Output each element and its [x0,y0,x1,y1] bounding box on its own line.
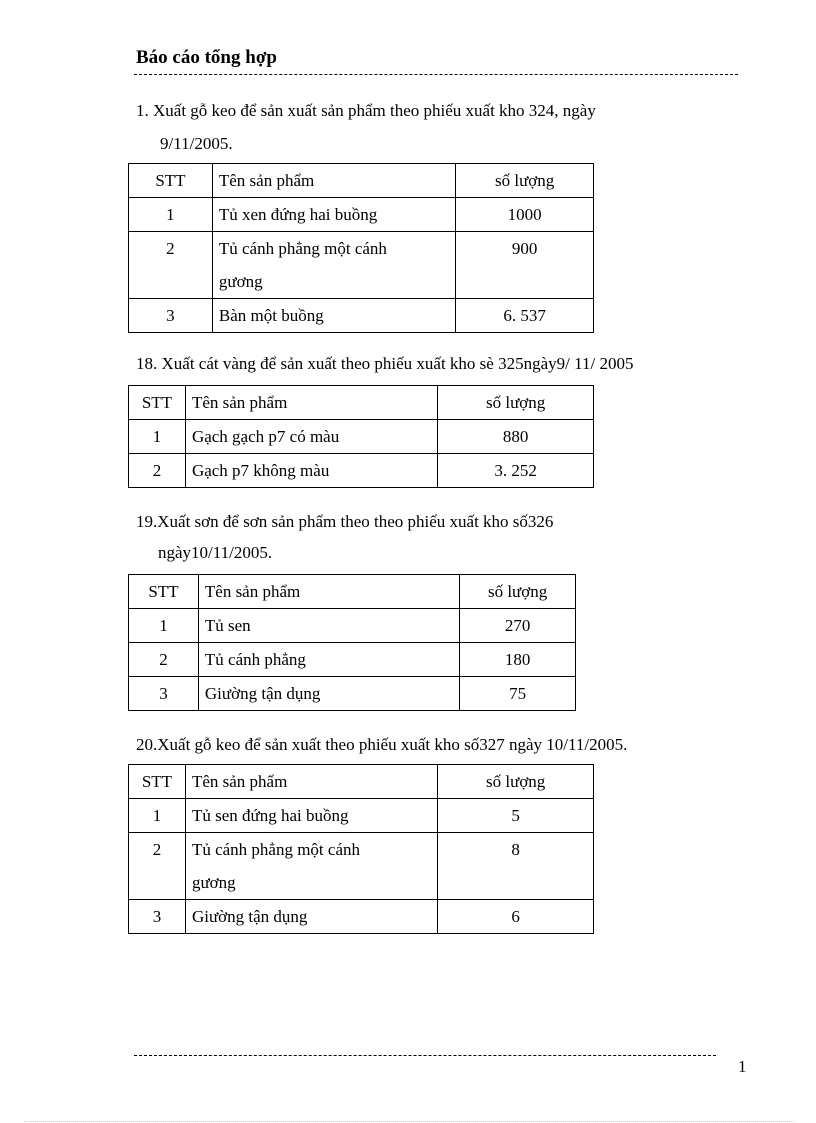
section-number: 20. [136,735,158,754]
row-product-name [212,232,455,299]
row-product-name-line1: Tủ cánh phẳng một cánh [218,239,387,258]
table-row [129,420,594,454]
row-product-name: Gạch p7 không màu [185,454,437,488]
section-title-text: Xuất sơn để sơn sản phẩm theo theo phiếu xuất kho số326 [157,512,554,531]
table-row [129,454,594,488]
row-product-name: Giường tận dụng [198,677,459,711]
section-title-text: Xuất gỗ keo để sản xuất sản phẩm theo phiếu xuất kho 324, ngày [153,101,596,120]
row-stt: 3 [129,900,186,934]
section-18-table [128,385,594,488]
section-title-text: Xuất cát vàng để sản xuất theo phiếu xuất kho sè 325ngày9/ 11/ 2005 [161,354,634,373]
row-stt: 3 [129,677,199,711]
page-bottom-border [24,1121,794,1122]
table-header-row [129,164,594,198]
row-quantity: 880 [438,420,594,454]
section-number: 18. [136,354,158,373]
section-title-text: Xuất gỗ keo để sản xuất theo phiếu xuất kho số327 ngày 10/11/2005. [157,735,628,754]
header-quantity: số lượng [460,575,576,609]
row-product-name: Tủ sen [198,609,459,643]
table-row [129,609,576,643]
row-quantity: 270 [460,609,576,643]
section-title-text-continued: ngày10/11/2005. [158,543,273,562]
table-header-row [129,386,594,420]
row-quantity: 6. 537 [456,299,594,333]
row-quantity: 3. 252 [438,454,594,488]
header-quantity: số lượng [456,164,594,198]
page-header-title: Báo cáo tổng hợp [136,47,277,68]
header-stt: STT [129,765,186,799]
row-product-name: Gạch gạch p7 có màu [185,420,437,454]
table-row [129,799,594,833]
footer-divider [134,1055,716,1056]
row-stt: 2 [129,232,213,299]
row-quantity: 8 [438,833,594,900]
header-stt: STT [129,164,213,198]
header-quantity: số lượng [438,386,594,420]
row-product-name-line1: Tủ cánh phẳng một cánh [191,840,360,859]
header-product-name: Tên sản phẩm [212,164,455,198]
row-quantity: 180 [460,643,576,677]
header-product-name: Tên sản phẩm [198,575,459,609]
table-row [129,677,576,711]
section-19-table [128,574,576,711]
row-product-name-line2: gương [191,873,236,892]
section-1-title [136,94,596,160]
section-number: 1. [136,101,149,120]
row-stt: 2 [129,643,199,677]
section-20-table [128,764,594,934]
row-quantity: 900 [456,232,594,299]
section-number: 19. [136,512,158,531]
row-product-name: Tủ xen đứng hai buồng [212,198,455,232]
row-stt: 2 [129,833,186,900]
header-stt: STT [129,575,199,609]
table-row [129,232,594,299]
row-stt: 1 [129,420,186,454]
row-quantity: 1000 [456,198,594,232]
header-product-name: Tên sản phẩm [185,386,437,420]
row-stt: 3 [129,299,213,333]
table-row [129,643,576,677]
row-stt: 2 [129,454,186,488]
row-product-name: Giường tận dụng [185,900,437,934]
section-1-table [128,163,594,333]
table-row [129,299,594,333]
row-stt: 1 [129,609,199,643]
table-row [129,900,594,934]
section-title-text-continued: 9/11/2005. [160,134,233,153]
row-product-name: Tủ cánh phẳng [198,643,459,677]
header-quantity: số lượng [438,765,594,799]
row-product-name-line2: gương [218,272,263,291]
header-stt: STT [129,386,186,420]
header-product-name: Tên sản phẩm [185,765,437,799]
row-quantity: 5 [438,799,594,833]
table-header-row [129,765,594,799]
row-product-name: Bàn một buồng [212,299,455,333]
section-19-title [136,505,553,569]
row-quantity: 75 [460,677,576,711]
section-20-title [136,728,627,761]
row-product-name: Tủ sen đứng hai buồng [185,799,437,833]
header-divider [134,74,738,75]
row-stt: 1 [129,799,186,833]
table-row [129,198,594,232]
section-18-title [136,347,633,380]
table-header-row [129,575,576,609]
table-row [129,833,594,900]
row-quantity: 6 [438,900,594,934]
page-number: 1 [738,1057,747,1076]
row-stt: 1 [129,198,213,232]
row-product-name [185,833,437,900]
